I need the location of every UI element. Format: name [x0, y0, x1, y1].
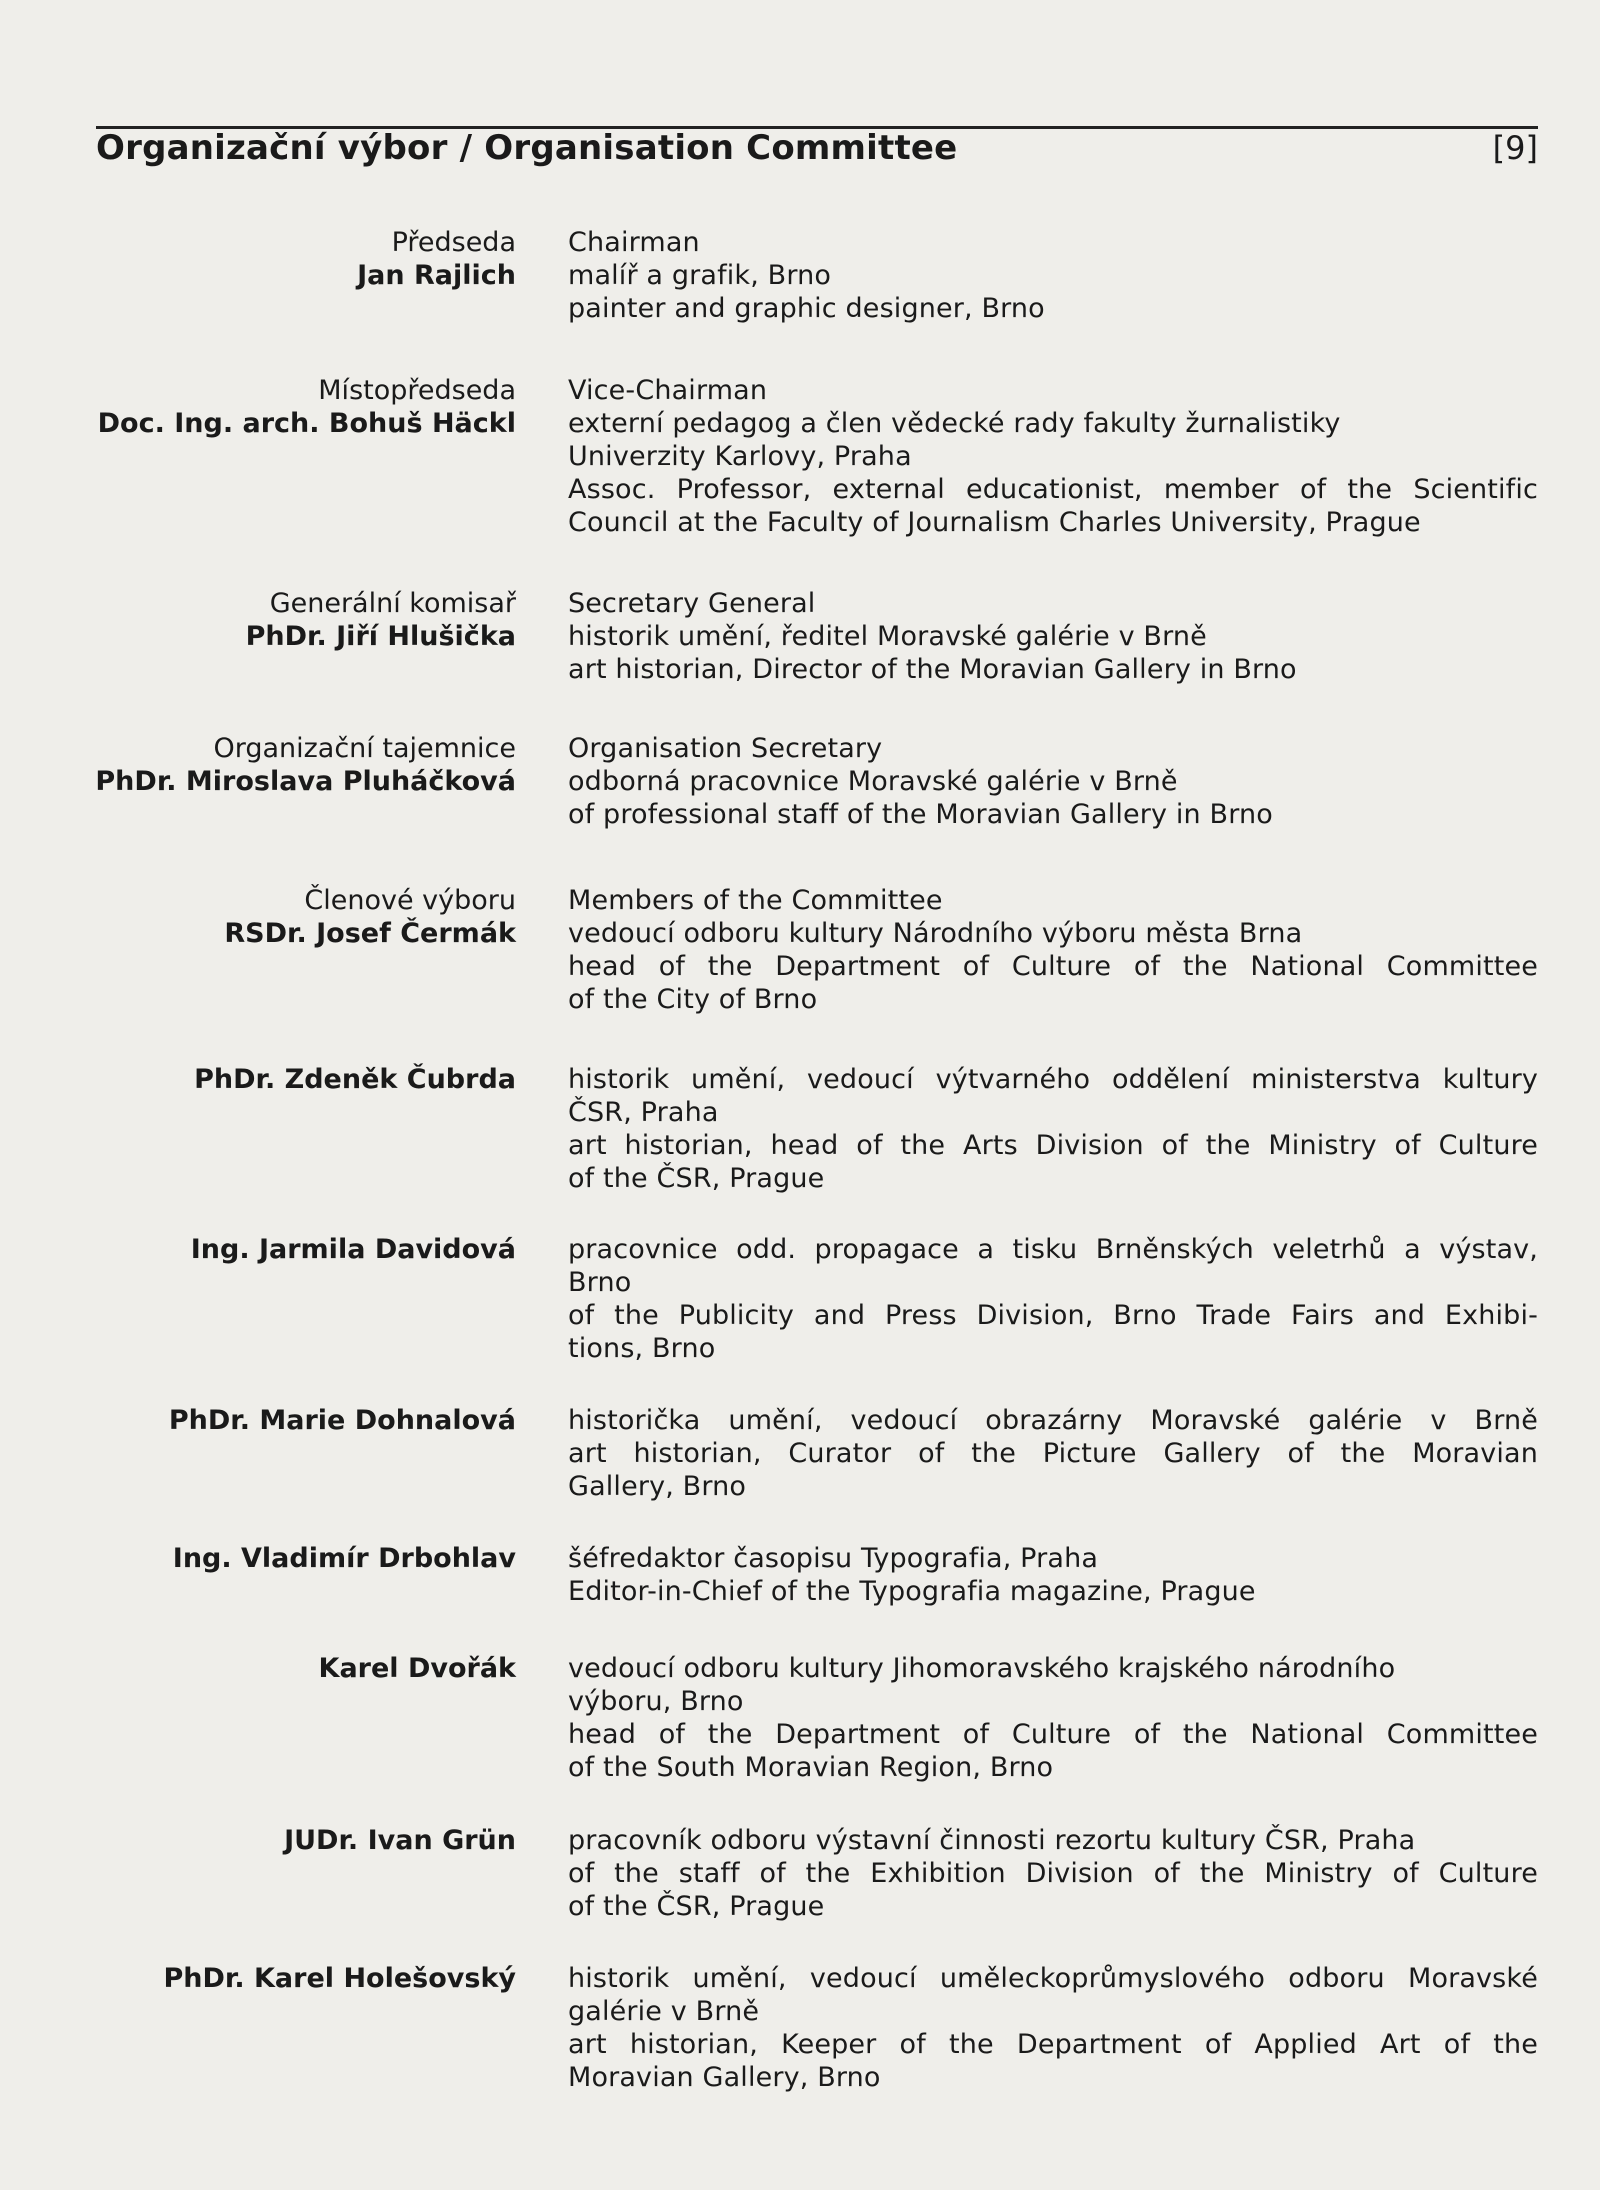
description-line: tions, Brno: [568, 1333, 716, 1364]
description-line: art historian, head of the Arts Division of the Ministry of Culture: [568, 1130, 1538, 1161]
description-line: ČSR, Praha: [568, 1097, 719, 1128]
entry-description: [568, 1962, 1538, 2094]
entry-left-column: [163, 1962, 516, 1995]
entry-left-column: [191, 1233, 516, 1266]
description-line: art historian, Curator of the Picture Gallery of the Moravian: [568, 1438, 1538, 1469]
description-line: galérie v Brně: [568, 1996, 760, 2027]
description-line: of the Publicity and Press Division, Brno Trade Fairs and Exhibi-: [568, 1300, 1538, 1331]
entry-left-column: [95, 732, 516, 798]
page-title: Organizační výbor / Organisation Committee: [96, 128, 958, 168]
description-line: of the staff of the Exhibition Division of the Ministry of Culture: [568, 1858, 1538, 1889]
description-line: výboru, Brno: [568, 1686, 744, 1717]
entry-left-column: [357, 226, 516, 292]
page-number: [9]: [1492, 129, 1538, 167]
description-line: art historian, Keeper of the Department of Applied Art of the: [568, 2029, 1538, 2060]
description-line: Vice-Chairman: [568, 375, 768, 406]
description-line: Assoc. Professor, external educationist, member of the Scientific: [568, 474, 1538, 505]
member-name: PhDr. Zdeněk Čubrda: [194, 1064, 516, 1095]
committee-role: Generální komisař: [269, 588, 516, 619]
description-line: vedoucí odboru kultury Jihomoravského krajského národního: [568, 1653, 1396, 1684]
member-name: RSDr. Josef Čermák: [224, 918, 516, 949]
committee-role: Členové výboru: [304, 885, 516, 916]
member-name: Ing. Jarmila Davidová: [190, 1234, 516, 1265]
description-line: Gallery, Brno: [568, 1471, 747, 1502]
entry-description: [568, 226, 1538, 325]
entry-description: [568, 1652, 1538, 1784]
description-line: odborná pracovnice Moravské galérie v Brně: [568, 766, 1178, 797]
description-line: of the ČSR, Prague: [568, 1163, 825, 1194]
description-line: pracovník odboru výstavní činnosti rezortu kultury ČSR, Praha: [568, 1825, 1416, 1856]
description-line: painter and graphic designer, Brno: [568, 293, 1045, 324]
description-line: historik umění, vedoucí výtvarného oddělení ministerstva kultury: [568, 1064, 1538, 1095]
description-line: šéfredaktor časopisu Typografia, Praha: [568, 1543, 1099, 1574]
entry-left-column: [284, 1824, 516, 1857]
entry-description: [568, 1233, 1538, 1365]
description-line: of the ČSR, Prague: [568, 1891, 825, 1922]
committee-role: Předseda: [391, 227, 516, 258]
description-line: Moravian Gallery, Brno: [568, 2062, 881, 2093]
entry-description: [568, 1824, 1538, 1923]
member-name: Karel Dvořák: [318, 1653, 516, 1684]
description-line: historik umění, ředitel Moravské galérie v Brně: [568, 621, 1207, 652]
entry-description: [568, 587, 1538, 686]
description-line: vedoucí odboru kultury Národního výboru města Brna: [568, 918, 1303, 949]
entry-left-column: [98, 374, 516, 440]
member-name: PhDr. Karel Holešovský: [163, 1963, 516, 1994]
description-line: head of the Department of Culture of the National Committee: [568, 1719, 1538, 1750]
entry-description: [568, 1063, 1538, 1195]
entry-description: [568, 1404, 1538, 1503]
committee-role: Organizační tajemnice: [213, 733, 516, 764]
entry-description: [568, 884, 1538, 1016]
description-line: malíř a grafik, Brno: [568, 260, 832, 291]
member-name: PhDr. Miroslava Pluháčková: [95, 766, 516, 797]
description-line: of the South Moravian Region, Brno: [568, 1752, 1054, 1783]
entry-description: [568, 1542, 1538, 1608]
entry-left-column: [169, 1404, 516, 1437]
entry-left-column: [173, 1542, 516, 1575]
description-line: externí pedagog a člen vědecké rady fakulty žurnalistiky: [568, 408, 1341, 439]
member-name: Ing. Vladimír Drbohlav: [172, 1543, 516, 1574]
entry-left-column: [194, 1063, 516, 1096]
description-line: Brno: [568, 1267, 632, 1298]
committee-role: Místopředseda: [318, 375, 516, 406]
description-line: pracovnice odd. propagace a tisku Brněnských veletrhů a výstav,: [568, 1234, 1538, 1265]
description-line: Chairman: [568, 227, 700, 258]
entry-left-column: [319, 1652, 516, 1685]
description-line: Editor-in-Chief of the Typografia magazine, Prague: [568, 1576, 1256, 1607]
description-line: Council at the Faculty of Journalism Charles University, Prague: [568, 507, 1421, 538]
member-name: Doc. Ing. arch. Bohuš Häckl: [97, 408, 516, 439]
description-line: head of the Department of Culture of the National Committee: [568, 951, 1538, 982]
description-line: historik umění, vedoucí uměleckoprůmyslového odboru Moravské: [568, 1963, 1538, 1994]
description-line: of professional staff of the Moravian Gallery in Brno: [568, 799, 1273, 830]
member-name: Jan Rajlich: [357, 260, 516, 291]
description-line: art historian, Director of the Moravian Gallery in Brno: [568, 654, 1297, 685]
entry-description: [568, 732, 1538, 831]
entry-left-column: [224, 884, 516, 950]
description-line: Organisation Secretary: [568, 733, 883, 764]
description-line: Univerzity Karlovy, Praha: [568, 441, 912, 472]
member-name: JUDr. Ivan Grün: [284, 1825, 516, 1856]
description-line: Members of the Committee: [568, 885, 943, 916]
description-line: historička umění, vedoucí obrazárny Moravské galérie v Brně: [568, 1405, 1538, 1436]
description-line: Secretary General: [568, 588, 816, 619]
page-header: [96, 128, 1538, 168]
entry-description: [568, 374, 1538, 539]
member-name: PhDr. Jiří Hlušička: [245, 621, 516, 652]
description-line: of the City of Brno: [568, 984, 818, 1015]
member-name: PhDr. Marie Dohnalová: [168, 1405, 516, 1436]
entry-left-column: [246, 587, 516, 653]
